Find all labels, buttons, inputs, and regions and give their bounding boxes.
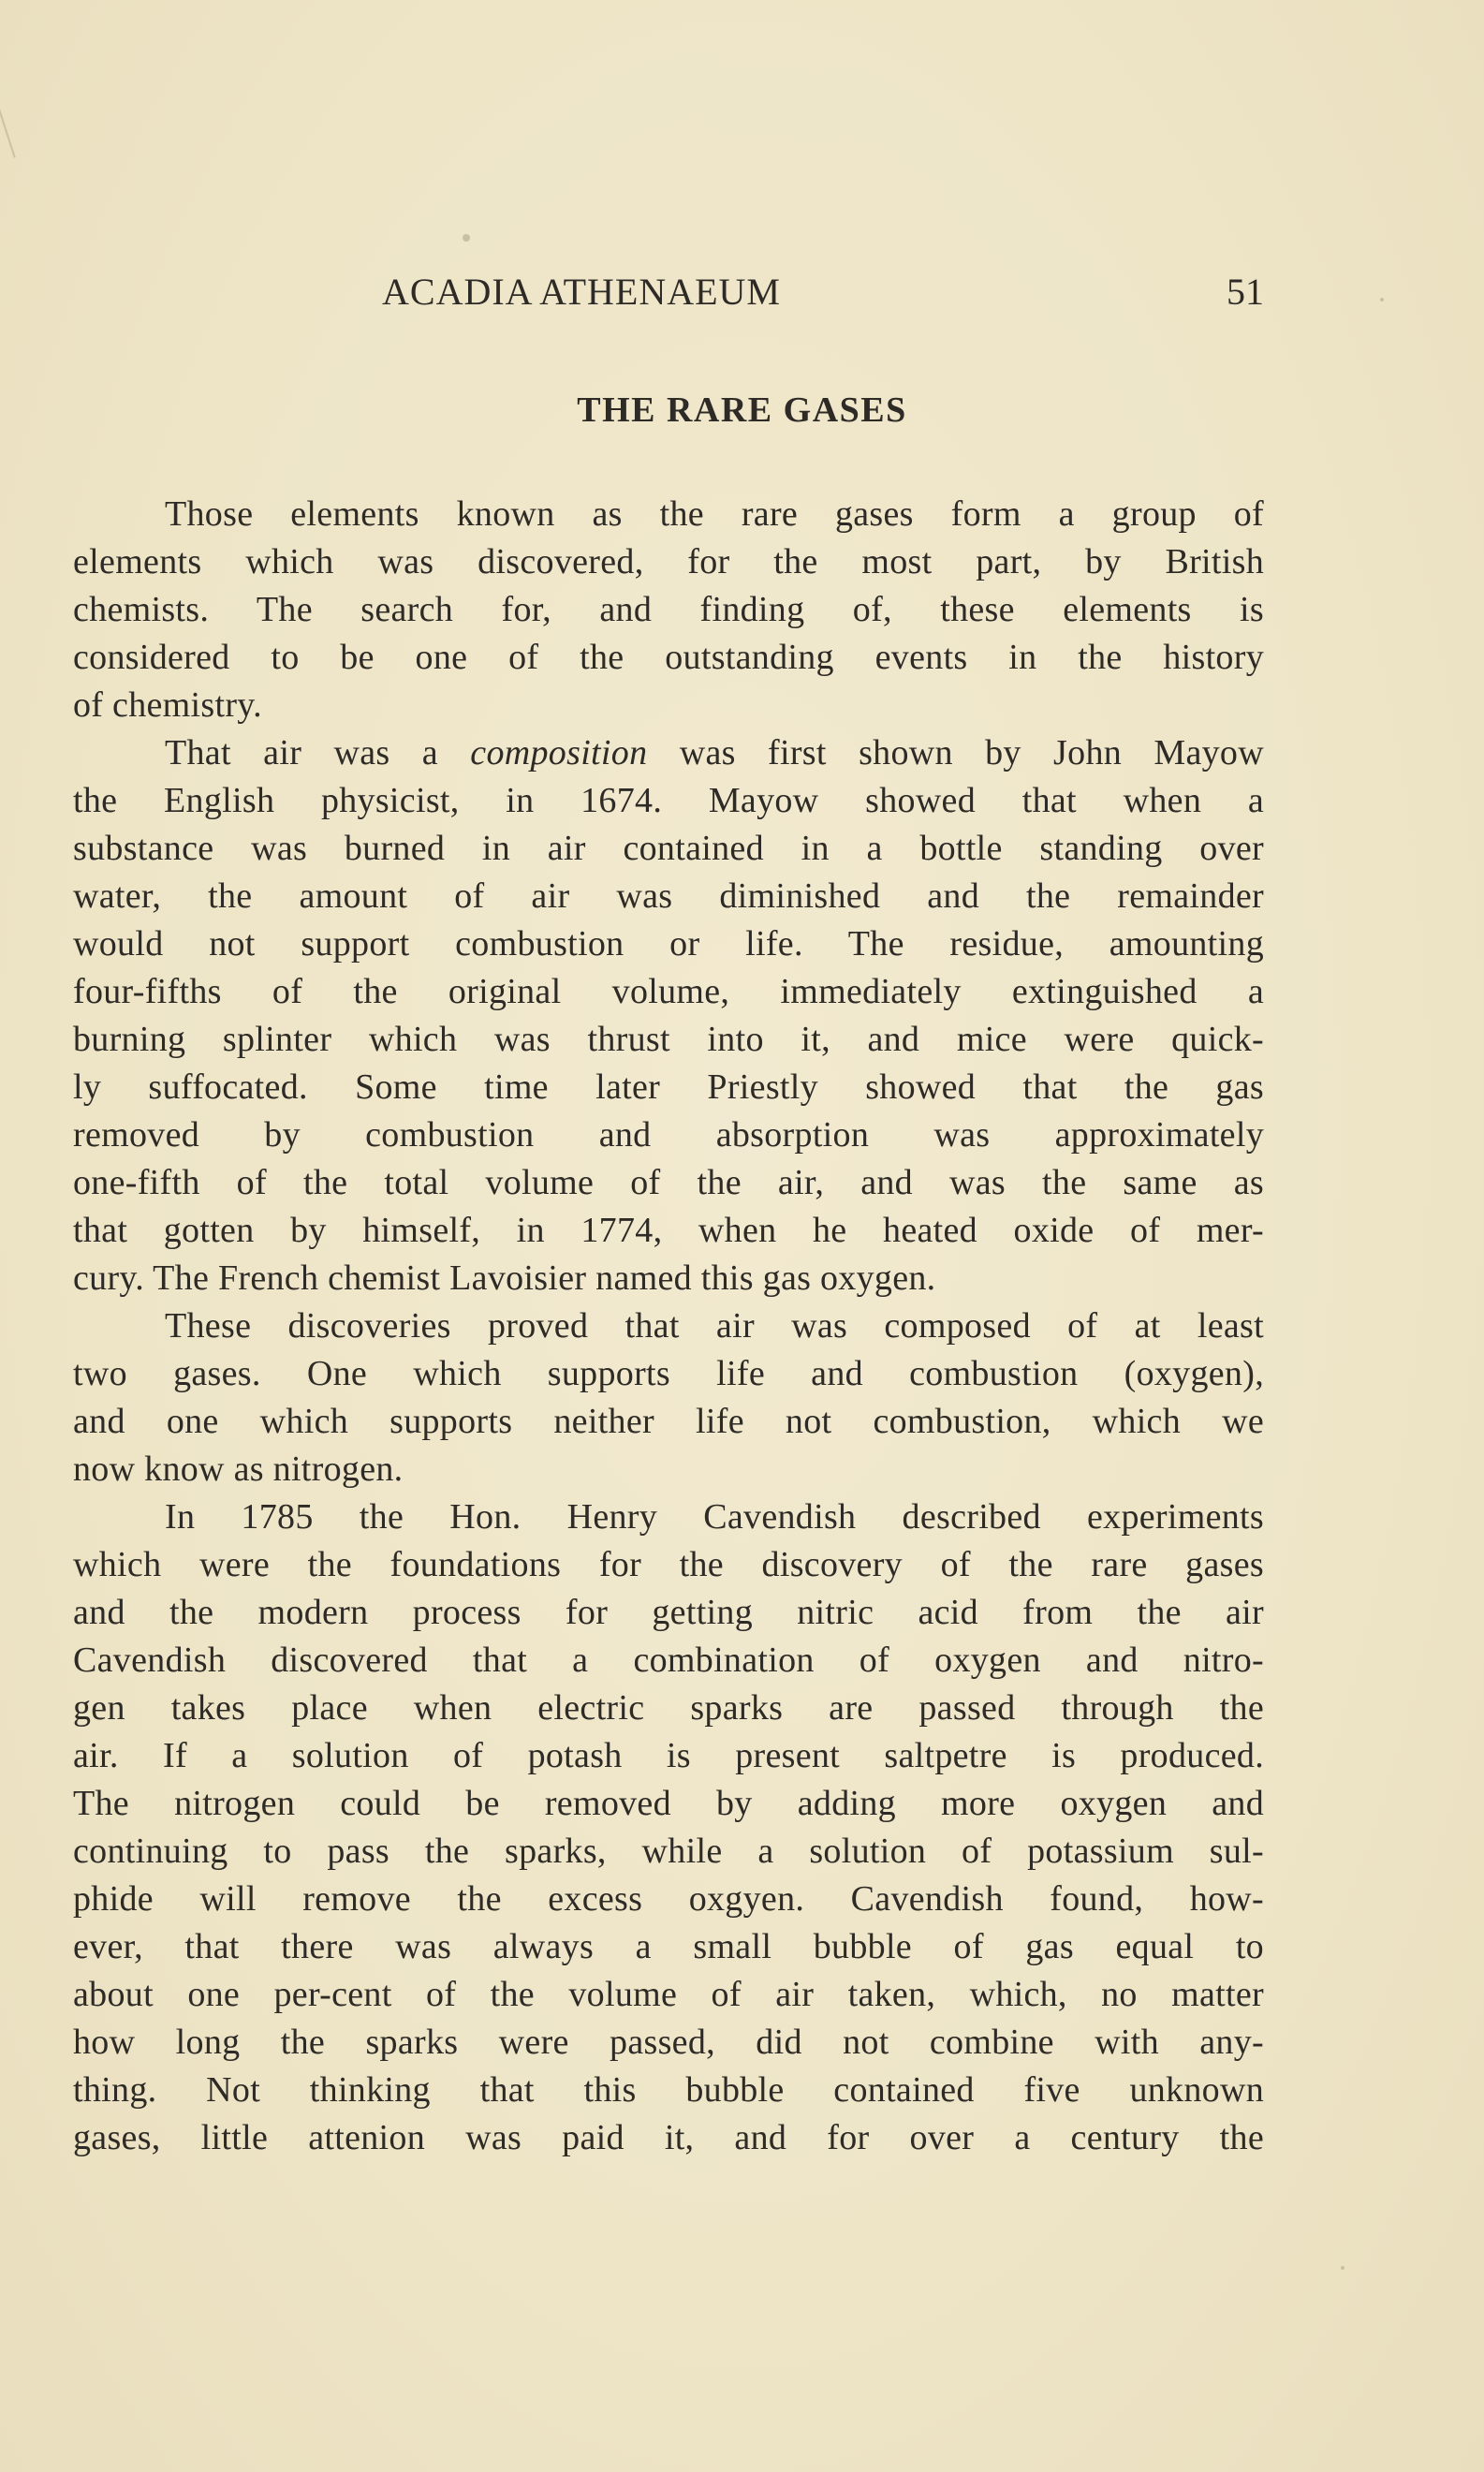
- text-line: chemists. The search for, and finding of, these elements is: [73, 590, 1264, 629]
- text-line: burning splinter which was thrust into it, and mice were quick-: [73, 1020, 1264, 1059]
- running-title: ACADIA ATHENAEUM: [382, 271, 781, 313]
- text-line: gases, little attenion was paid it, and for over a century the: [73, 2118, 1264, 2157]
- text-line: The nitrogen could be removed by adding more oxygen and: [73, 1784, 1264, 1823]
- text-line: and the modern process for getting nitric acid from the air: [73, 1593, 1264, 1632]
- page-header: [382, 264, 1264, 320]
- text-line: water, the amount of air was diminished and the remainder: [73, 876, 1264, 916]
- text-line: one-fifth of the total volume of the air, and was the same as: [73, 1163, 1264, 1202]
- text-line: about one per-cent of the volume of air taken, which, no matter: [73, 1975, 1264, 2014]
- text-line: Cavendish discovered that a combination of oxygen and nitro-: [73, 1641, 1264, 1680]
- text-line: Those elements known as the rare gases form a group of: [165, 494, 1264, 534]
- text-line: thing. Not thinking that this bubble contained five unknown: [73, 2070, 1264, 2110]
- text-line: elements which was discovered, for the most part, by British: [73, 542, 1264, 581]
- text-line: substance was burned in air contained in a bottle standing over: [73, 829, 1264, 868]
- article-body: [73, 491, 1264, 2162]
- text-line: which were the foundations for the discovery of the rare gases: [73, 1545, 1264, 1584]
- text-line: continuing to pass the sparks, while a solution of potassium sul-: [73, 1832, 1264, 1871]
- article-title: THE RARE GASES: [577, 390, 907, 430]
- text-line: [73, 729, 1264, 777]
- text-line: air. If a solution of potash is present saltpetre is produced.: [73, 1736, 1264, 1775]
- page-edge-mark: [0, 95, 16, 157]
- text-line: now know as nitrogen.: [73, 1449, 404, 1489]
- text-line: removed by combustion and absorption was approximately: [73, 1115, 1264, 1155]
- text-line: four-fifths of the original volume, immediately extinguished a: [73, 972, 1264, 1011]
- text-line: how long the sparks were passed, did not combine with any-: [73, 2023, 1264, 2062]
- ink-speck: [1341, 2266, 1344, 2270]
- text-line: In 1785 the Hon. Henry Cavendish described experiments: [165, 1497, 1264, 1537]
- text-line: and one which supports neither life not combustion, which we: [73, 1402, 1264, 1441]
- text-line: of chemistry.: [73, 685, 262, 725]
- text-line: the English physicist, in 1674. Mayow showed that when a: [73, 781, 1264, 820]
- text-line: ly suffocated. Some time later Priestly showed that the gas: [73, 1067, 1264, 1107]
- text-fragment: That air was a: [165, 733, 438, 772]
- text-line: considered to be one of the outstanding events in the history: [73, 638, 1264, 677]
- ink-speck: [1380, 298, 1384, 302]
- text-line: ever, that there was always a small bubble of gas equal to: [73, 1927, 1264, 1966]
- italic-word: composition: [470, 733, 648, 772]
- text-line: phide will remove the excess oxgyen. Cavendish found, how-: [73, 1879, 1264, 1919]
- text-fragment: was first shown by John Mayow: [679, 733, 1264, 772]
- text-line: two gases. One which supports life and combustion (oxygen),: [73, 1354, 1264, 1393]
- ink-speck: [463, 234, 470, 242]
- text-line: These discoveries proved that air was composed of at least: [165, 1306, 1264, 1346]
- page-number: 51: [1227, 271, 1264, 313]
- text-line: cury. The French chemist Lavoisier named this gas oxygen.: [73, 1258, 936, 1298]
- text-line: would not support combustion or life. The residue, amounting: [73, 924, 1264, 964]
- text-line: gen takes place when electric sparks are passed through the: [73, 1688, 1264, 1728]
- text-line: that gotten by himself, in 1774, when he heated oxide of mer-: [73, 1211, 1264, 1250]
